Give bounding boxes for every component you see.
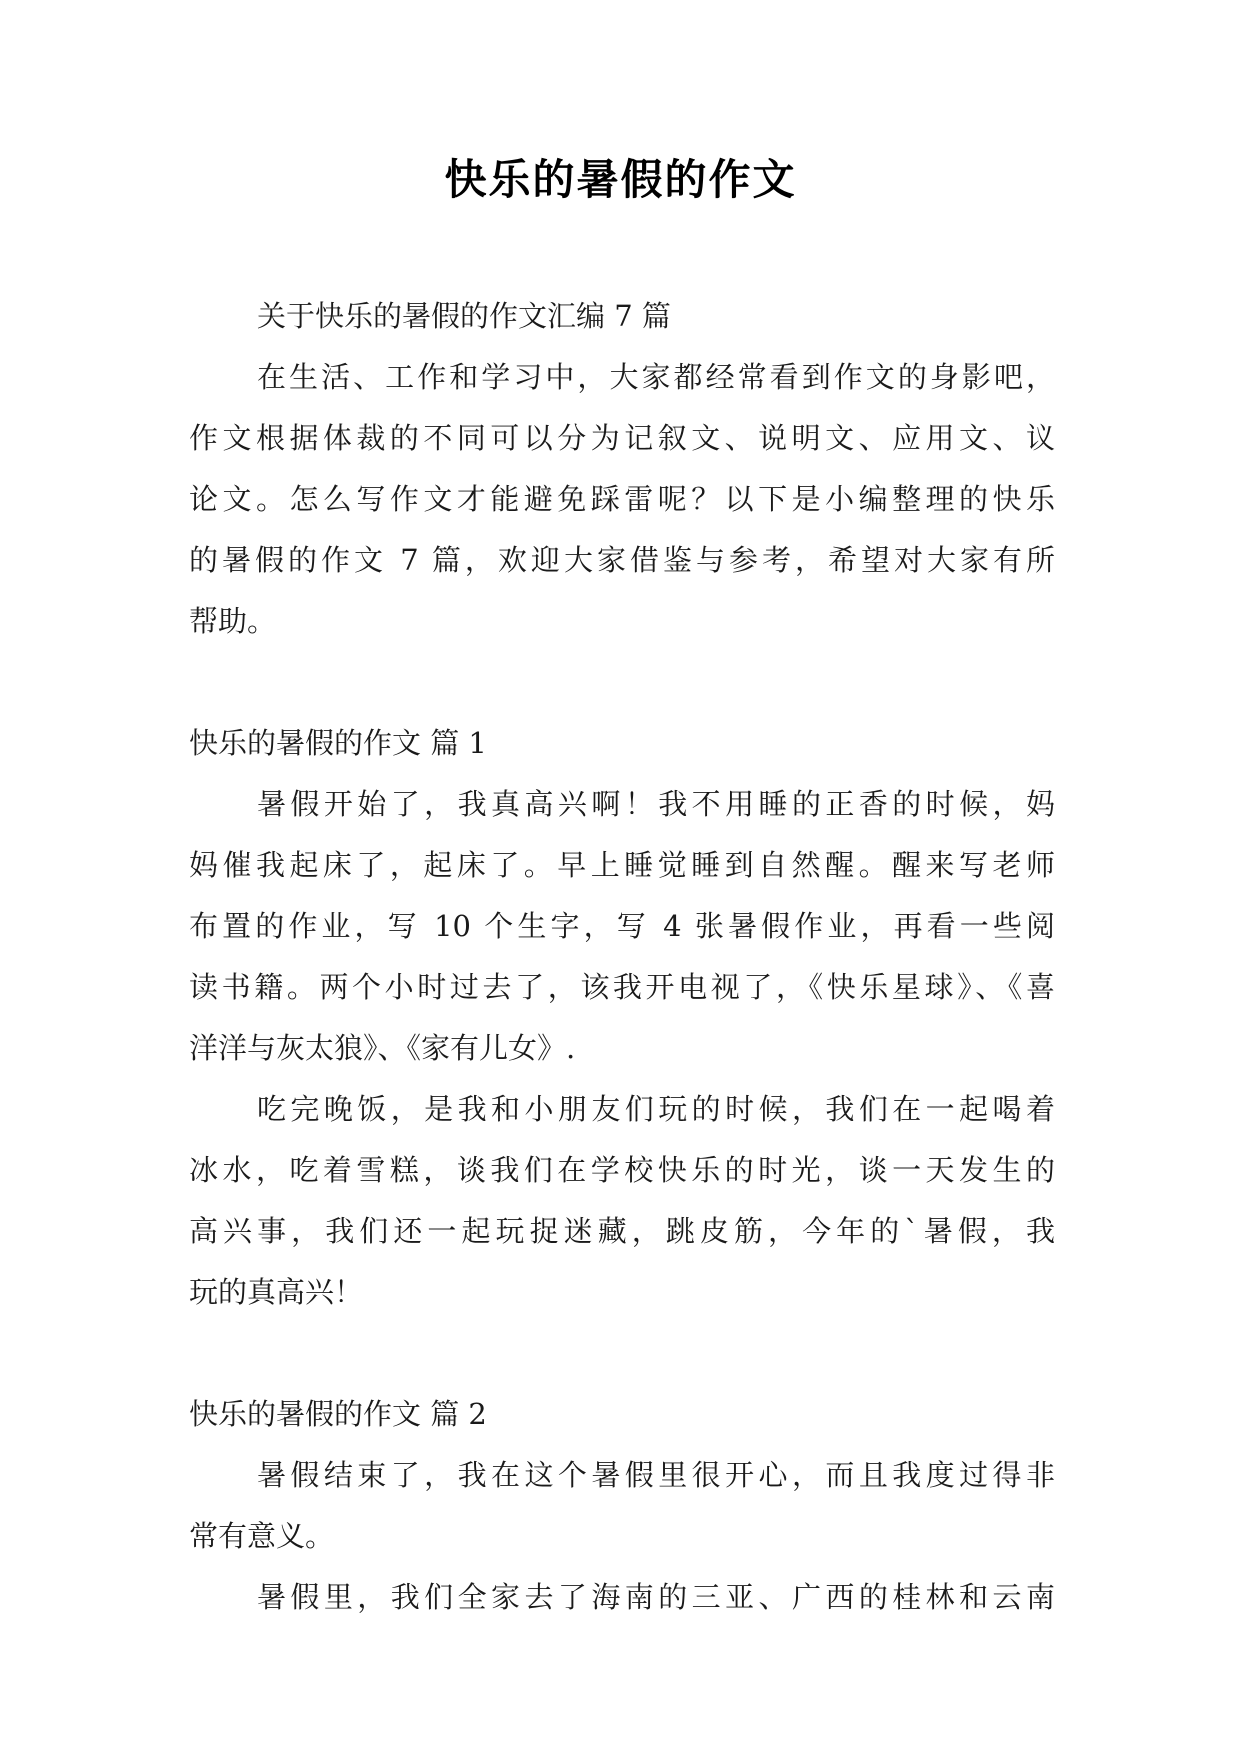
essay-paragraph	[189, 774, 1055, 1079]
text-line: 读书籍。两个小时过去了，该我开电视了，《快乐星球》、《喜	[189, 970, 1055, 1004]
section-spacer	[189, 652, 1055, 713]
text-line: 暑假结束了，我在这个暑假里很开心，而且我度过得非	[257, 1458, 1055, 1492]
essay-heading: 快乐的暑假的作文 篇 1	[189, 726, 487, 760]
essay-heading: 快乐的暑假的作文 篇 2	[189, 1397, 487, 1431]
text-line: 在生活、工作和学习中，大家都经常看到作文的身影吧，	[257, 360, 1055, 394]
essay-paragraph	[189, 1445, 1055, 1567]
text-line: 洋洋与灰太狼》、《家有儿女》.	[189, 1031, 576, 1065]
essay-paragraph	[189, 1079, 1055, 1323]
text-line: 帮助。	[189, 604, 277, 638]
essay-paragraph	[189, 1567, 1055, 1628]
text-line: 作文根据体裁的不同可以分为记叙文、说明文、应用文、议	[189, 421, 1055, 455]
text-line: 暑假开始了，我真高兴啊！我不用睡的正香的时候，妈	[257, 787, 1055, 821]
text-line: 玩的真高兴！	[189, 1275, 364, 1309]
intro-paragraph	[189, 347, 1055, 652]
intro-subtitle: 关于快乐的暑假的作文汇编 7 篇	[257, 299, 671, 333]
section-spacer	[189, 1323, 1055, 1384]
text-line: 妈催我起床了，起床了。早上睡觉睡到自然醒。醒来写老师	[189, 848, 1055, 882]
text-line: 暑假里，我们全家去了海南的三亚、广西的桂林和云南	[257, 1580, 1055, 1614]
text-line: 常有意义。	[189, 1519, 335, 1553]
document-title: 快乐的暑假的作文	[444, 155, 797, 204]
text-line: 高兴事，我们还一起玩捉迷藏，跳皮筋，今年的`暑假，我	[189, 1214, 1055, 1248]
text-line: 的暑假的作文 7 篇，欢迎大家借鉴与参考，希望对大家有所	[189, 543, 1055, 577]
text-line: 冰水，吃着雪糕，谈我们在学校快乐的时光，谈一天发生的	[189, 1153, 1055, 1187]
document-body	[189, 286, 1055, 1628]
text-line: 论文。怎么写作文才能避免踩雷呢？以下是小编整理的快乐	[189, 482, 1055, 516]
text-line: 布置的作业，写 10 个生字，写 4 张暑假作业，再看一些阅	[189, 909, 1055, 943]
text-line: 吃完晚饭，是我和小朋友们玩的时候，我们在一起喝着	[257, 1092, 1055, 1126]
